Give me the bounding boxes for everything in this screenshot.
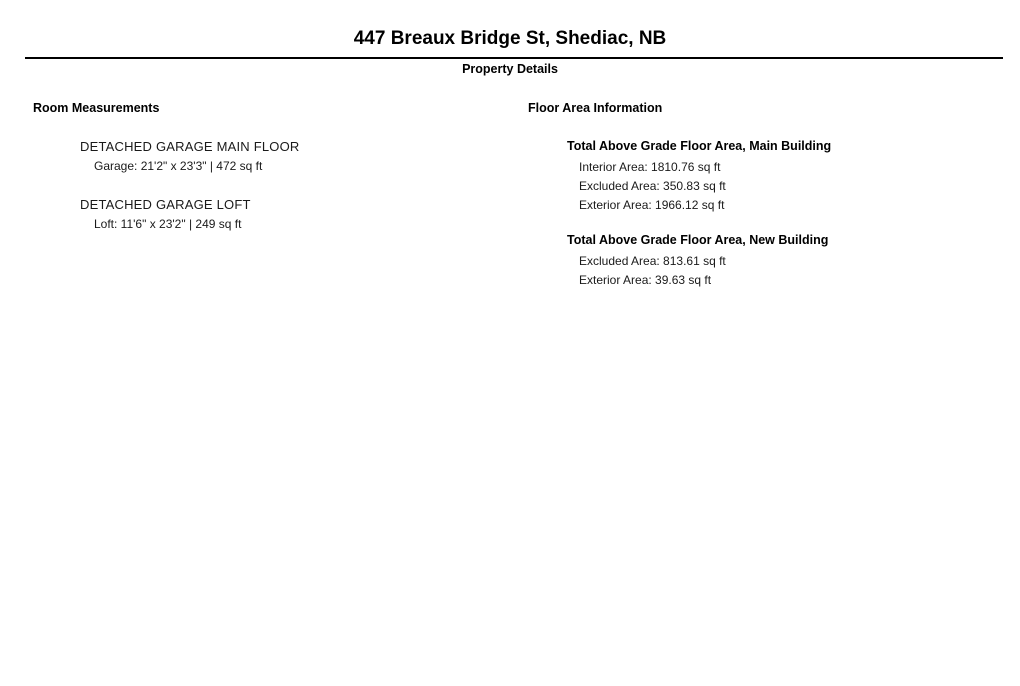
room-measurements-heading: Room Measurements bbox=[33, 101, 160, 115]
room-measurements-section bbox=[33, 101, 503, 231]
floor-area-information-section bbox=[528, 101, 998, 290]
room-dimensions: Loft: 11'6" x 23'2" | 249 sq ft bbox=[94, 217, 242, 231]
floor-area-group bbox=[567, 139, 998, 215]
floor-area-line: Excluded Area: 350.83 sq ft bbox=[579, 179, 726, 193]
floor-area-information-heading: Floor Area Information bbox=[528, 101, 663, 115]
floor-area-line: Interior Area: 1810.76 sq ft bbox=[579, 160, 721, 174]
floor-area-group-title: Total Above Grade Floor Area, Main Building bbox=[567, 139, 832, 153]
floor-area-line: Excluded Area: 813.61 sq ft bbox=[579, 254, 726, 268]
property-details-subtitle: Property Details bbox=[462, 62, 558, 76]
room-entry bbox=[80, 139, 503, 173]
floor-area-group bbox=[567, 233, 998, 290]
floor-area-group-title: Total Above Grade Floor Area, New Building bbox=[567, 233, 829, 247]
floor-area-group-lines bbox=[579, 158, 998, 215]
room-dimensions: Garage: 21'2" x 23'3" | 472 sq ft bbox=[94, 159, 263, 173]
floor-area-group-lines bbox=[579, 252, 998, 290]
property-address-title: 447 Breaux Bridge St, Shediac, NB bbox=[353, 28, 667, 49]
room-name: DETACHED GARAGE MAIN FLOOR bbox=[80, 139, 300, 154]
header-divider bbox=[25, 57, 1003, 59]
room-entry bbox=[80, 197, 503, 231]
room-name: DETACHED GARAGE LOFT bbox=[80, 197, 251, 212]
floor-area-line: Exterior Area: 1966.12 sq ft bbox=[579, 198, 725, 212]
floor-area-line: Exterior Area: 39.63 sq ft bbox=[579, 273, 712, 287]
